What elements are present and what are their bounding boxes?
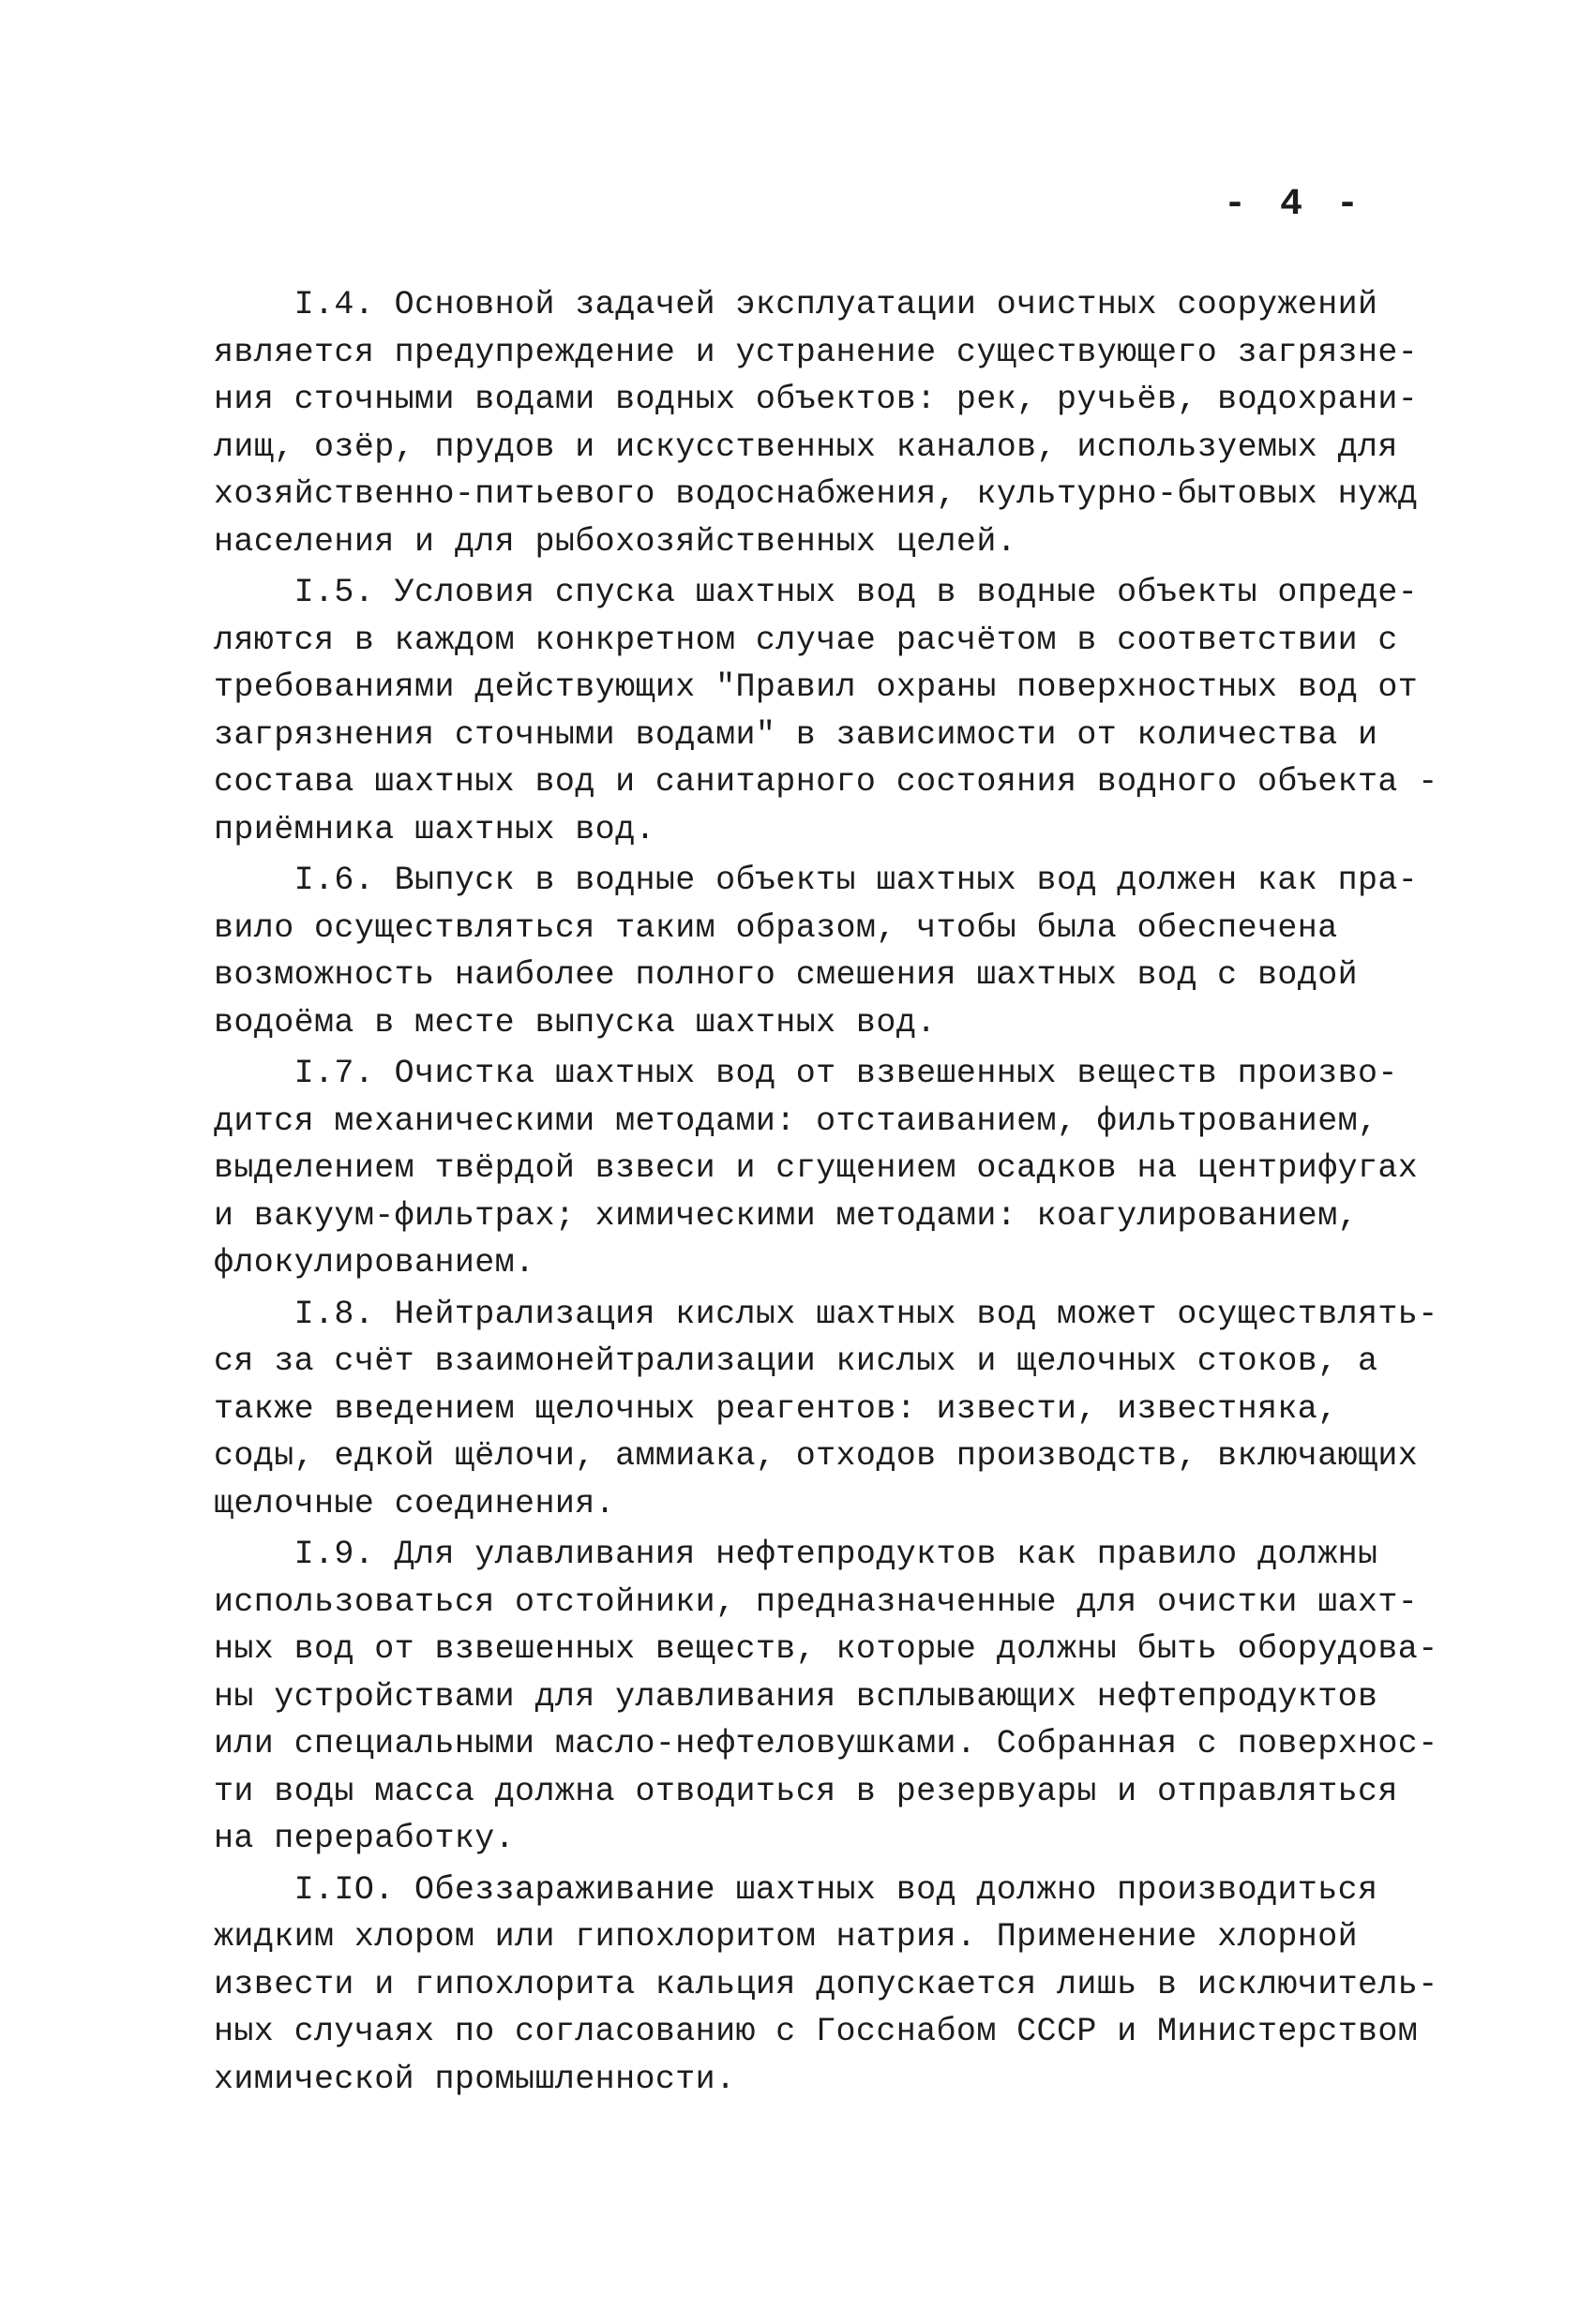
- text-line: также введением щелочных реагентов: извести, известняка,: [214, 1389, 1338, 1428]
- text-line: ся за счёт взаимонейтрализации кислых и щелочных стоков, а: [214, 1342, 1378, 1380]
- text-line: выделением твёрдой взвеси и сгущением осадков на центрифугах: [214, 1149, 1419, 1187]
- text-line: состава шахтных вод и санитарного состояния водного объекта -: [214, 763, 1438, 801]
- text-line: извести и гипохлорита кальция допускается лишь в исключитель-: [214, 1965, 1438, 2003]
- text-line: I.4. Основной задачей эксплуатации очистных сооружений: [214, 286, 1378, 323]
- text-line: требованиями действующих "Правил охраны поверхностных вод от: [214, 668, 1419, 706]
- text-line: населения и для рыбохозяйственных целей.: [214, 522, 1017, 561]
- text-line: I.5. Условия спуска шахтных вод в водные объекты опреде-: [214, 574, 1419, 611]
- text-line: ных вод от взвешенных веществ, которые должны быть оборудова-: [214, 1630, 1438, 1668]
- text-line: хозяйственно-питьевого водоснабжения, культурно-бытовых нужд: [214, 475, 1419, 513]
- paragraph-1-9: [214, 1531, 1452, 1863]
- text-line: или специальными масло-нефтеловушками. Собранная с поверхнос-: [214, 1725, 1438, 1762]
- text-line: ти воды масса должна отводиться в резервуары и отправляться: [214, 1772, 1398, 1810]
- text-line: химической промышленности.: [214, 2060, 736, 2098]
- text-line: загрязнения сточными водами" в зависимости от количества и: [214, 715, 1378, 754]
- text-line: соды, едкой щёлочи, аммиака, отходов производств, включающих: [214, 1437, 1419, 1475]
- text-line: ны устройствами для улавливания всплывающих нефтепродуктов: [214, 1677, 1378, 1716]
- text-line: I.7. Очистка шахтных вод от взвешенных веществ произво-: [214, 1055, 1398, 1092]
- text-line: возможность наиболее полного смешения шахтных вод с водой: [214, 956, 1358, 994]
- paragraph-1-8: [214, 1291, 1452, 1528]
- text-line: является предупреждение и устранение существующего загрязне-: [214, 333, 1419, 371]
- text-line: использоваться отстойники, предназначенные для очистки шахт-: [214, 1582, 1419, 1621]
- text-line: ных случаях по согласованию с Госснабом СССР и Министерством: [214, 2013, 1419, 2050]
- paragraph-1-4: [214, 281, 1452, 565]
- text-line: жидким хлором или гипохлоритом натрия. Применение хлорной: [214, 1918, 1358, 1956]
- text-line: водоёма в месте выпуска шахтных вод.: [214, 1003, 937, 1042]
- page-number: - 4 -: [1223, 184, 1364, 226]
- paragraph-1-5: [214, 569, 1452, 853]
- text-line: приёмника шахтных вод.: [214, 810, 655, 848]
- text-line: I.8. Нейтрализация кислых шахтных вод может осуществлять-: [214, 1295, 1438, 1333]
- text-line: и вакуум-фильтрах; химическими методами: коагулированием,: [214, 1196, 1358, 1235]
- text-line: I.IO. Обеззараживание шахтных вод должно производиться: [214, 1870, 1378, 1909]
- text-line: на переработку.: [214, 1820, 516, 1857]
- text-line: ляются в каждом конкретном случае расчётом в соответствии с: [214, 621, 1398, 659]
- text-line: дится механическими методами: отстаиванием, фильтрованием,: [214, 1102, 1378, 1140]
- text-line: щелочные соединения.: [214, 1484, 616, 1522]
- text-line: I.9. Для улавливания нефтепродуктов как правило должны: [214, 1536, 1378, 1573]
- text-line: ния сточными водами водных объектов: рек, ручьёв, водохрани-: [214, 381, 1419, 418]
- body-text: [214, 281, 1452, 2107]
- paragraph-1-7: [214, 1050, 1452, 1287]
- text-line: лищ, озёр, прудов и искусственных каналов, используемых для: [214, 427, 1398, 466]
- paragraph-1-10: [214, 1867, 1452, 2104]
- text-line: флокулированием.: [214, 1244, 535, 1282]
- paragraph-1-6: [214, 857, 1452, 1046]
- text-line: вило осуществляться таким образом, чтобы была обеспечена: [214, 908, 1338, 947]
- text-line: I.6. Выпуск в водные объекты шахтных вод должен как пра-: [214, 862, 1419, 899]
